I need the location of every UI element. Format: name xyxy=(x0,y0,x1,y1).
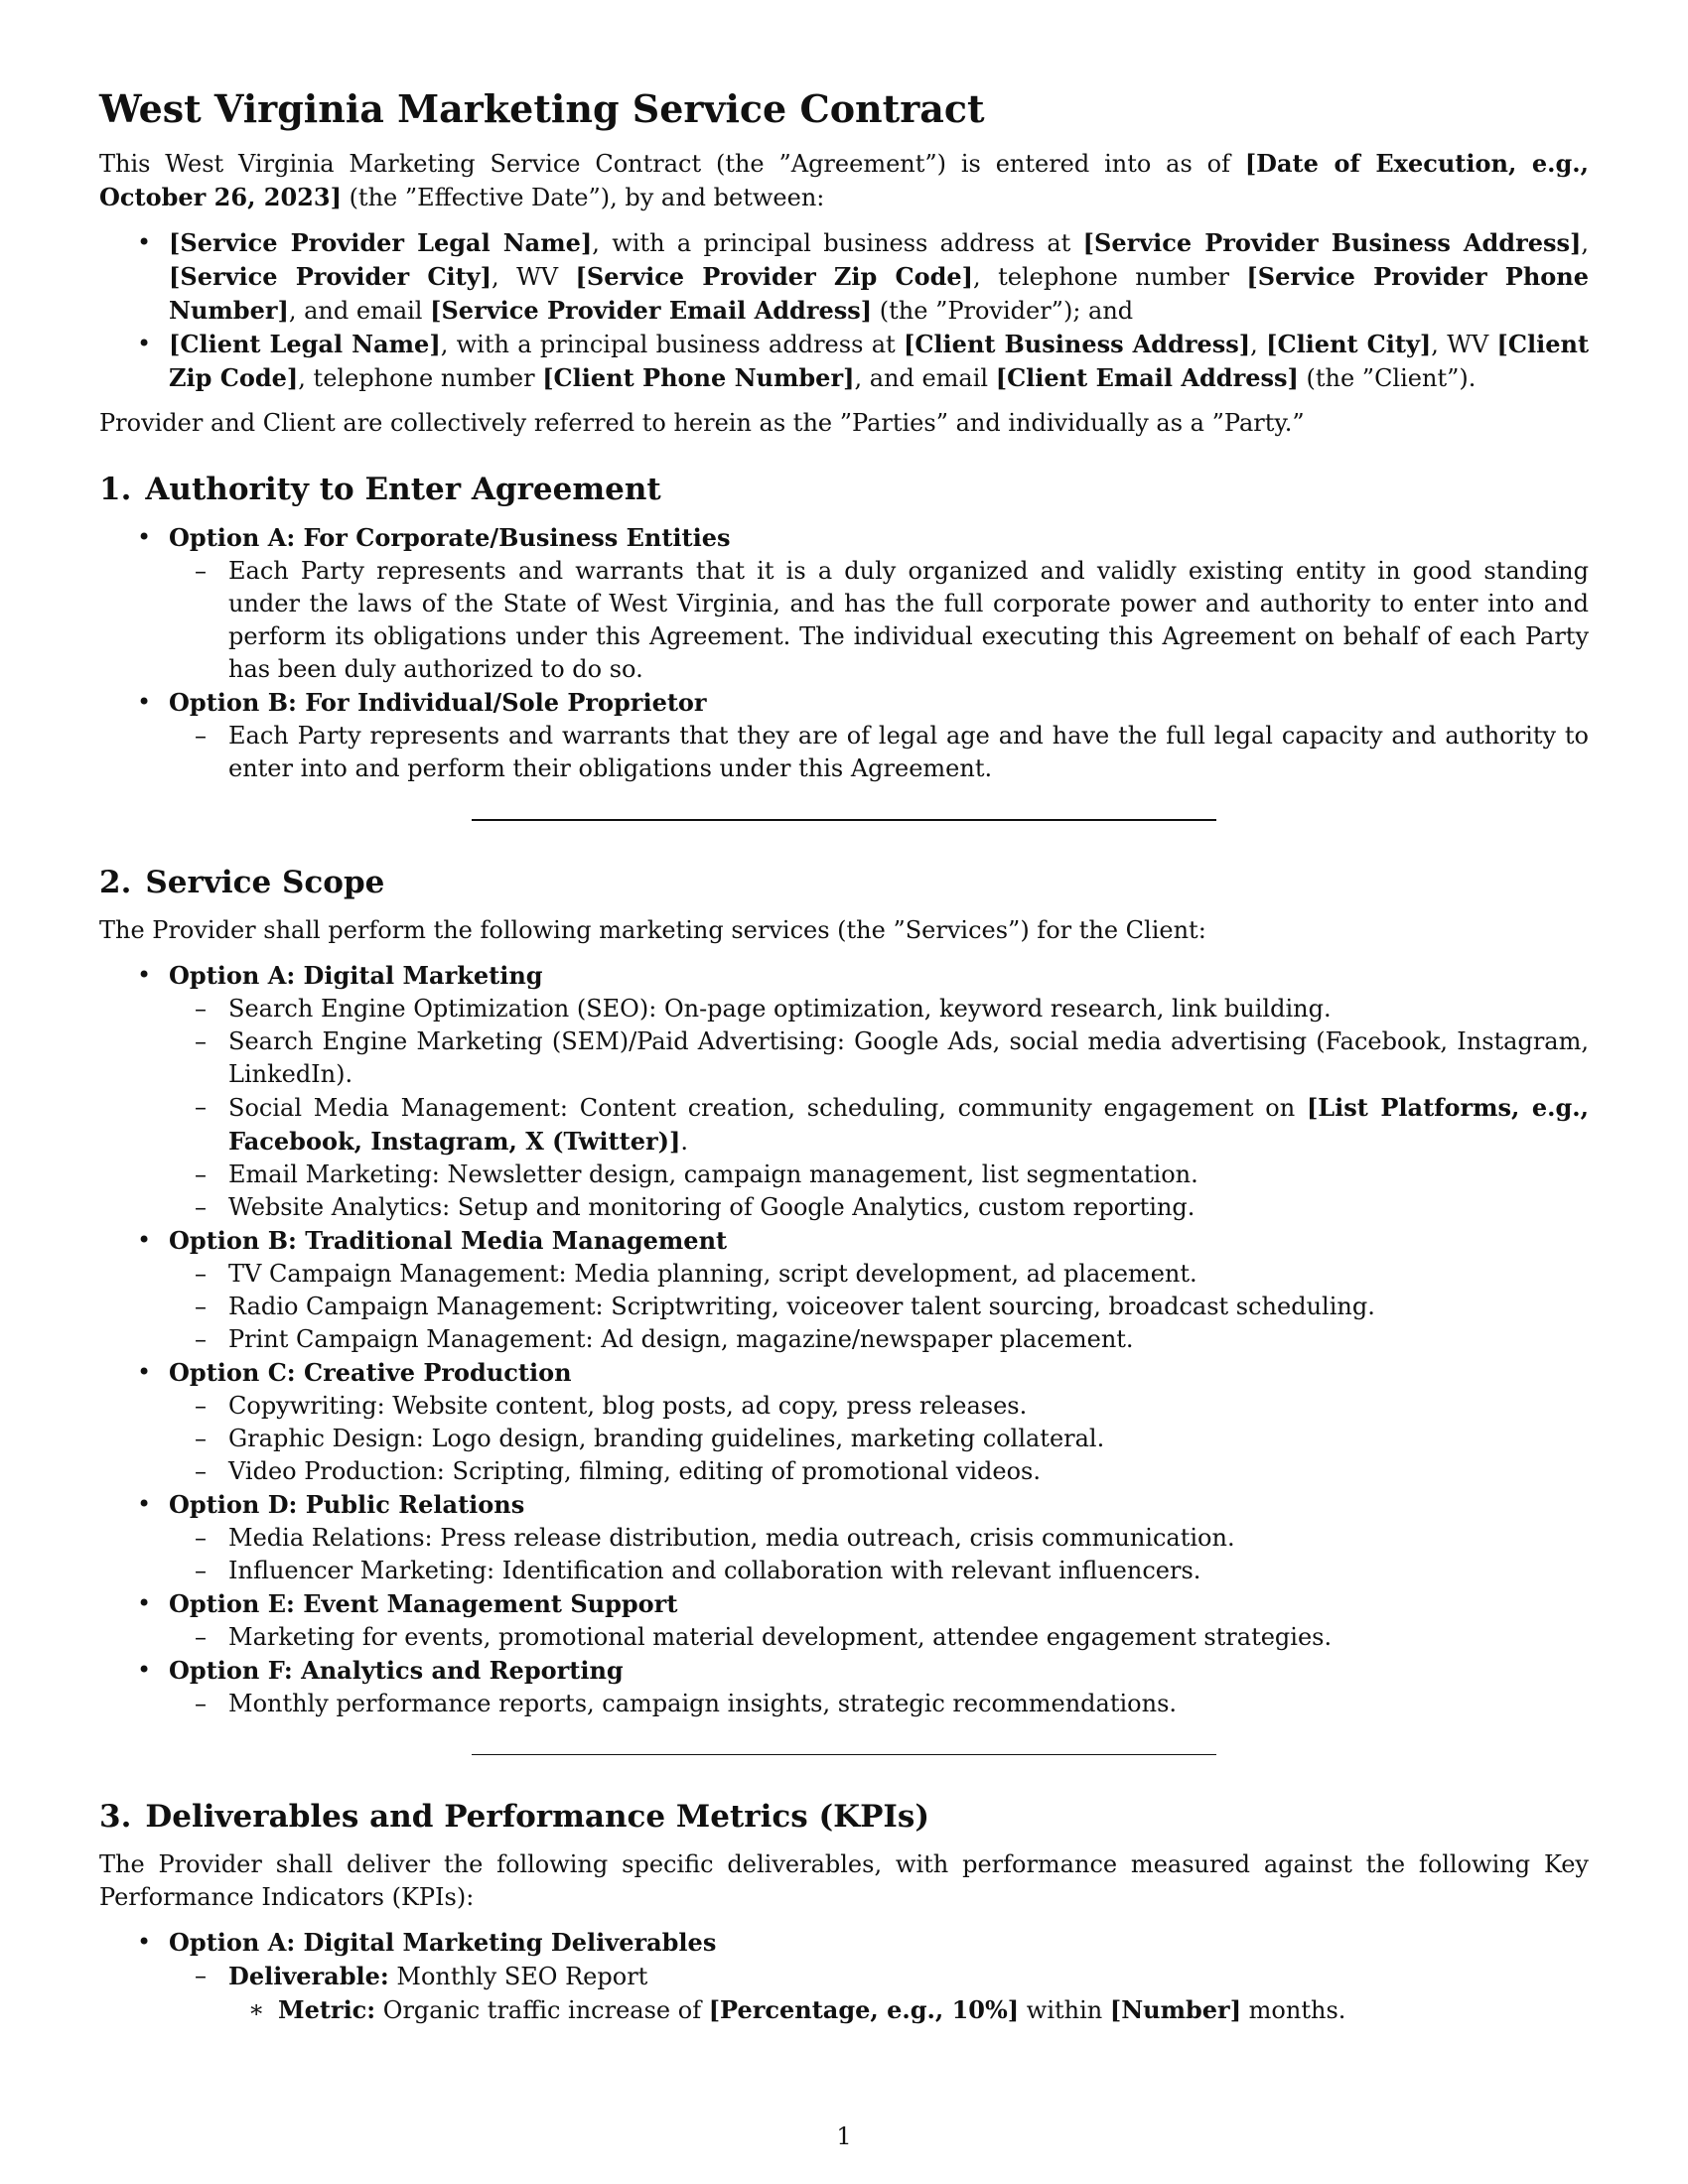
option-label: Option B: Traditional Media Management xyxy=(169,1226,728,1255)
list-item: – Video Production: Scripting, filming, editing of promotional videos. xyxy=(169,1455,1589,1488)
intro-text: This West Virginia Marketing Service Contract (the ”Agreement”) is entered into as of xyxy=(99,150,1245,178)
option-label: Option B: For Individual/Sole Proprietor xyxy=(169,688,707,717)
deliverable-item xyxy=(169,1960,1589,2027)
option-item xyxy=(99,1488,1589,1587)
metric-text: months. xyxy=(1241,1996,1346,2024)
client-text: , with a principal business address at xyxy=(440,331,904,358)
section-divider xyxy=(472,1754,1216,1755)
option-label: Option D: Public Relations xyxy=(169,1490,525,1519)
section-number: 3. xyxy=(99,1799,132,1835)
list-item: – Print Campaign Management: Ad design, magazine/newspaper placement. xyxy=(169,1323,1589,1356)
list-item: – Radio Campaign Management: Scriptwriting, voiceover talent sourcing, broadcast scheduling. xyxy=(169,1291,1589,1323)
provider-text: , xyxy=(1581,229,1590,257)
option-label: Option A: Digital Marketing Deliverables xyxy=(169,1928,717,1957)
list-item: – Graphic Design: Logo design, branding guidelines, marketing collateral. xyxy=(169,1423,1589,1455)
section-2-heading xyxy=(99,863,1589,902)
list-item: – Marketing for events, promotional material development, attendee engagement strategies. xyxy=(169,1621,1589,1654)
provider-text: (the ”Provider”); and xyxy=(872,297,1134,325)
option-text: – Each Party represents and warrants that they are of legal age and have the full legal capacity and authority to enter into and perform their obligations under this Agreement. xyxy=(169,720,1589,785)
client-phone-placeholder: [Client Phone Number] xyxy=(542,363,855,392)
section-1-options xyxy=(99,521,1589,785)
option-label: Option E: Event Management Support xyxy=(169,1589,678,1618)
metric-item xyxy=(228,1993,1589,2027)
client-party xyxy=(99,328,1589,395)
section-title: Service Scope xyxy=(145,865,385,900)
client-email-placeholder: [Client Email Address] xyxy=(995,363,1299,392)
page-number: 1 xyxy=(836,2122,852,2150)
provider-party xyxy=(99,226,1589,328)
client-text: , and email xyxy=(854,364,996,392)
list-item: – Media Relations: Press release distribution, media outreach, crisis communication. xyxy=(169,1522,1589,1555)
provider-phone-placeholder: [Service Provider Phone Number] xyxy=(169,262,1589,325)
option-item xyxy=(99,1654,1589,1720)
option-item xyxy=(99,1356,1589,1488)
deliverable-text: Monthly SEO Report xyxy=(388,1963,648,1990)
provider-email-placeholder: [Service Provider Email Address] xyxy=(430,296,873,325)
list-item-text: . xyxy=(680,1128,688,1156)
option-item xyxy=(99,1224,1589,1356)
provider-text: , with a principal business address at xyxy=(592,229,1083,257)
client-text: , xyxy=(1250,331,1267,358)
list-item: – Search Engine Marketing (SEM)/Paid Advertising: Google Ads, social media advertising (Facebook, Instagram, LinkedIn). xyxy=(169,1025,1589,1091)
section-2-options xyxy=(99,959,1589,1720)
section-3-heading xyxy=(99,1797,1589,1837)
list-item: – Search Engine Optimization (SEO): On-page optimization, keyword research, link building. xyxy=(169,993,1589,1025)
client-address-placeholder: [Client Business Address] xyxy=(903,330,1251,358)
option-item xyxy=(99,959,1589,1224)
metric-text: within xyxy=(1019,1996,1110,2024)
provider-text: , and email xyxy=(288,297,431,325)
option-item xyxy=(99,521,1589,686)
metric-text: Organic traffic increase of xyxy=(375,1996,709,2024)
provider-text: , telephone number xyxy=(973,263,1247,291)
option-item xyxy=(99,1587,1589,1654)
section-title: Deliverables and Performance Metrics (KPIs) xyxy=(145,1799,930,1835)
provider-address-placeholder: [Service Provider Business Address] xyxy=(1082,228,1582,257)
option-label: Option F: Analytics and Reporting xyxy=(169,1656,624,1685)
section-1-heading xyxy=(99,470,1589,509)
list-item: – Email Marketing: Newsletter design, campaign management, list segmentation. xyxy=(169,1159,1589,1191)
client-text: , WV xyxy=(1431,331,1497,358)
intro-text-end: (the ”Effective Date”), by and between: xyxy=(341,184,825,211)
section-2-intro: The Provider shall perform the following marketing services (the ”Services”) for the Client: xyxy=(99,916,1206,944)
parties-list xyxy=(99,226,1589,395)
section-title: Authority to Enter Agreement xyxy=(145,472,661,507)
provider-city-placeholder: [Service Provider City] xyxy=(169,262,492,291)
list-item: – Monthly performance reports, campaign insights, strategic recommendations. xyxy=(169,1688,1589,1720)
list-item: – Copywriting: Website content, blog posts, ad copy, press releases. xyxy=(169,1390,1589,1423)
deliverable-label: Deliverable: xyxy=(228,1962,389,1990)
list-item: – Website Analytics: Setup and monitoring of Google Analytics, custom reporting. xyxy=(169,1191,1589,1224)
client-zip-placeholder: [Client Zip Code] xyxy=(169,330,1590,392)
section-number: 2. xyxy=(99,865,132,900)
list-item-text: Social Media Management: Content creation, scheduling, community engagement on xyxy=(228,1094,1307,1122)
section-3-intro: The Provider shall deliver the following specific deliverables, with performance measured against the following Key Performance Indicators (KPIs): xyxy=(99,1850,1589,1911)
metric-label: Metric: xyxy=(278,1995,376,2024)
option-label: Option C: Creative Production xyxy=(169,1358,572,1387)
section-3-options xyxy=(99,1926,1589,2027)
intro-paragraph xyxy=(99,147,1589,214)
list-item: – TV Campaign Management: Media planning, script development, ad placement. xyxy=(169,1258,1589,1291)
section-divider xyxy=(472,819,1216,821)
date-placeholder: [Date of Execution, e.g., October 26, 2023] xyxy=(99,149,1589,211)
option-label: Option A: For Corporate/Business Entities xyxy=(169,523,731,552)
provider-name-placeholder: [Service Provider Legal Name] xyxy=(169,228,593,257)
option-item xyxy=(99,1926,1589,2027)
client-text: , telephone number xyxy=(298,364,543,392)
provider-text: , WV xyxy=(491,263,576,291)
percentage-placeholder: [Percentage, e.g., 10%] xyxy=(708,1995,1020,2024)
contract-page xyxy=(99,85,1589,2027)
client-text: (the ”Client”). xyxy=(1298,364,1477,392)
option-item xyxy=(99,686,1589,785)
platforms-placeholder: [List Platforms, e.g., Facebook, Instagram, X (Twitter)] xyxy=(228,1093,1590,1156)
provider-zip-placeholder: [Service Provider Zip Code] xyxy=(575,262,974,291)
collective-paragraph: Provider and Client are collectively referred to herein as the ”Parties” and individually as a ”Party.” xyxy=(99,409,1305,437)
list-item: – Influencer Marketing: Identification and collaboration with relevant influencers. xyxy=(169,1555,1589,1587)
option-label: Option A: Digital Marketing xyxy=(169,961,543,990)
option-text: – Each Party represents and warrants that it is a duly organized and validly existing entity in good standing under the laws of the State of West Virginia, and has the full corporate power and authority to enter into and perform its obligations under this Agreement. The individual executing this Agreement on behalf of each Party has been duly authorized to do so. xyxy=(169,555,1589,686)
client-city-placeholder: [Client City] xyxy=(1266,330,1432,358)
section-number: 1. xyxy=(99,472,132,507)
list-item xyxy=(169,1091,1589,1159)
document-title: West Virginia Marketing Service Contract xyxy=(99,86,985,131)
client-name-placeholder: [Client Legal Name] xyxy=(169,330,441,358)
number-placeholder: [Number] xyxy=(1109,1995,1242,2024)
